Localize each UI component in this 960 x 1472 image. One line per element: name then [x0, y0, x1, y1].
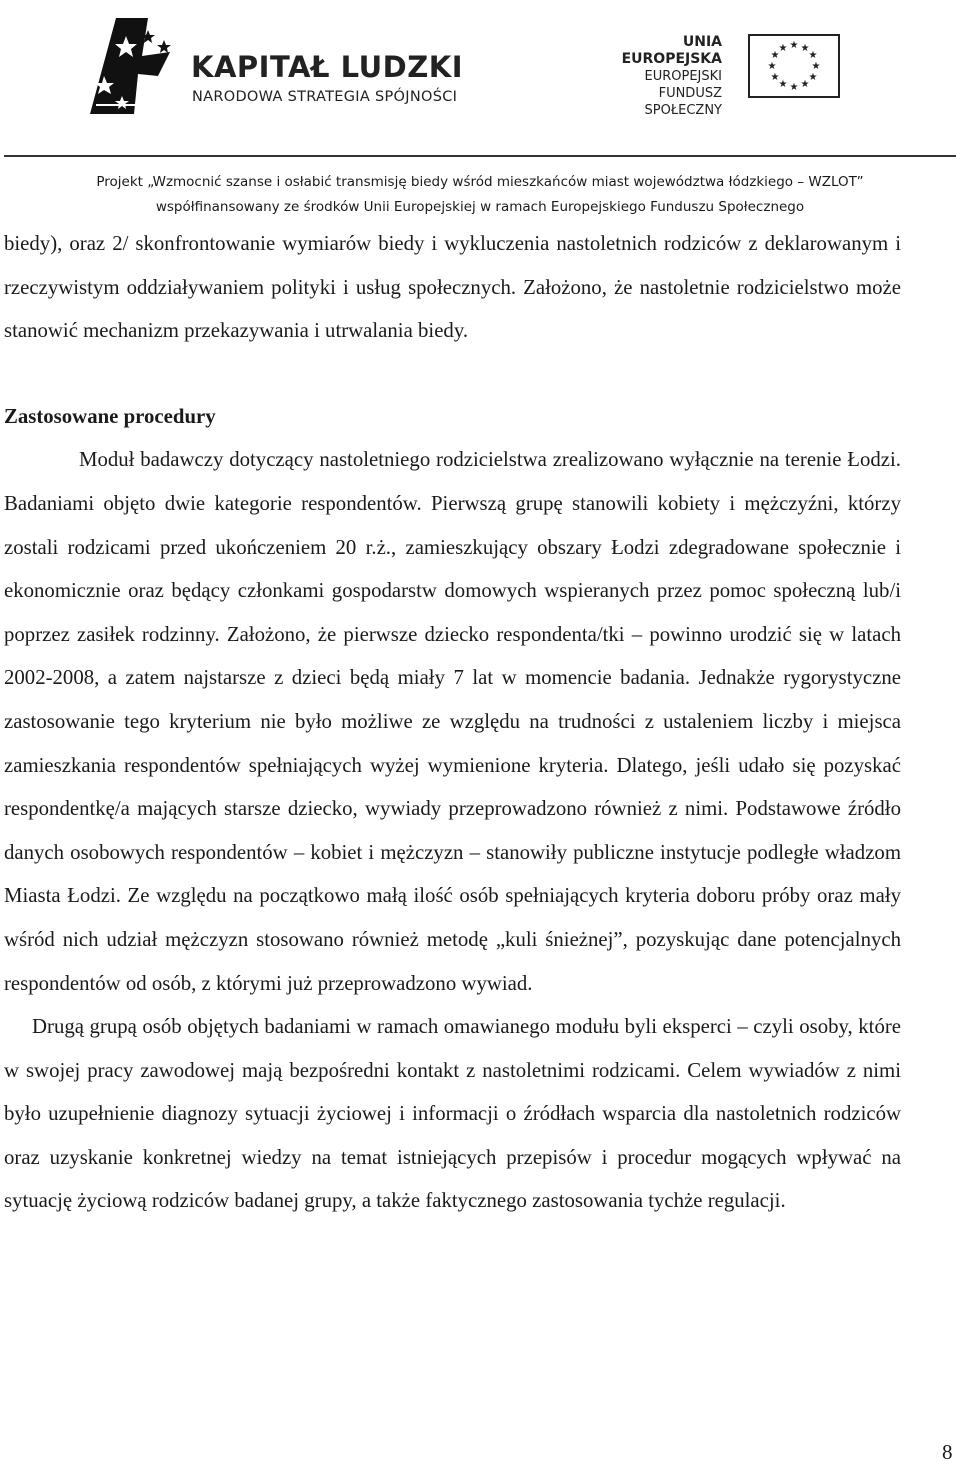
- svg-text:★: ★: [789, 40, 799, 51]
- svg-text:★: ★: [808, 72, 818, 83]
- svg-text:★: ★: [800, 43, 810, 54]
- eu-logo: [590, 34, 840, 118]
- kapital-ludzki-emblem-icon: [86, 16, 178, 116]
- eu-logo-line3: FUNDUSZ SPOŁECZNY: [644, 86, 722, 118]
- svg-text:★: ★: [767, 61, 777, 72]
- page-number: 8: [942, 1440, 953, 1464]
- svg-text:★: ★: [789, 82, 799, 93]
- document-body: [4, 222, 901, 1223]
- page-header: [0, 0, 960, 222]
- kapital-ludzki-subtitle: NARODOWA STRATEGIA SPÓJNOŚCI: [192, 89, 458, 105]
- eu-logo-line1: UNIA EUROPEJSKA: [621, 34, 722, 67]
- project-funding-line: współfinansowany ze środków Unii Europejskiej w ramach Europejskiego Funduszu Społecznego: [155, 199, 805, 215]
- svg-text:★: ★: [778, 43, 788, 54]
- svg-text:★: ★: [808, 50, 818, 61]
- project-title-line: Projekt „Wzmocnić szanse i osłabić transmisję biedy wśród mieszkańców miast województwa łódzkiego – WZLOT”: [96, 174, 864, 190]
- eu-flag-icon: [748, 34, 840, 98]
- paragraph-experts: Drugą grupą osób objętych badaniami w ramach omawianego modułu byli eksperci – czyli osoby, które w swojej pracy zawodowej mają bezpośredni kontakt z nastoletnimi rodzicami. Celem wywiadów z nimi było uzupełnienie diagnozy sytuacji życiowej i informacji o źródłach wsparcia dla nastoletnich rodziców oraz uzyskanie konkretnej wiedzy na temat istniejących przepisów i procedur mogących wpływać na sytuację życiową rodziców badanej grupy, a także faktycznego zastosowania tychże regulacji.: [4, 1015, 901, 1213]
- eu-logo-line2: EUROPEJSKI: [644, 69, 722, 84]
- kapital-ludzki-logo: [86, 16, 466, 116]
- svg-text:★: ★: [800, 79, 810, 90]
- paragraph-spacer: [4, 353, 901, 395]
- paragraph-procedures: Moduł badawczy dotyczący nastoletniego rodzicielstwa zrealizowano wyłącznie na terenie Łodzi. Badaniami objęto dwie kategorie respondentów. Pierwszą grupę stanowili kobiety i mężczyźni, którzy zostali rodzicami przed ukończeniem 20 r.ż., zamieszkujący obszary Łodzi zdegradowane społecznie i ekonomicznie oraz będący członkami gospodarstw domowych wspieranych przez pomoc społeczną lub/i poprzez zasiłek rodzinny. Założono, że pierwsze dziecko respondenta/tki – powinno urodzić się w latach 2002-2008, a zatem najstarsze z dzieci będą miały 7 lat w momencie badania. Jednakże rygorystyczne zastosowanie tego kryterium nie było możliwe ze względu na trudności z ustaleniem liczby i miejsca zamieszkania respondentów spełniających wyżej wymienione kryteria. Dlatego, jeśli udało się pozyskać respondentkę/a mających starsze dziecko, wywiady przeprowadzono również z nimi. Podstawowe źródło danych osobowych respondentów – kobiet i mężczyzn – stanowiły publiczne instytucje podległe władzom Miasta Łodzi. Ze względu na początkowo małą ilość osób spełniających kryteria doboru próby oraz mały wśród nich udział mężczyzn stosowano również metodę „kuli śnieżnej”, pozyskując dane potencjalnych respondentów od osób, z którymi już przeprowadzono wywiad.: [4, 448, 901, 995]
- header-divider: [4, 155, 956, 157]
- svg-text:★: ★: [770, 72, 780, 83]
- svg-text:★: ★: [811, 61, 821, 72]
- svg-text:★: ★: [770, 50, 780, 61]
- kapital-ludzki-title: KAPITAŁ LUDZKI: [191, 50, 464, 84]
- eu-logo-text: [590, 34, 722, 119]
- svg-text:★: ★: [778, 79, 788, 90]
- paragraph-intro-continuation: biedy), oraz 2/ skonfrontowanie wymiarów biedy i wykluczenia nastoletnich rodziców z deklarowanym i rzeczywistym oddziaływaniem polityki i usług społecznych. Założono, że nastoletnie rodzicielstwo może stanowić mechanizm przekazywania i utrwalania biedy.: [4, 232, 901, 343]
- section-heading: Zastosowane procedury: [4, 404, 216, 428]
